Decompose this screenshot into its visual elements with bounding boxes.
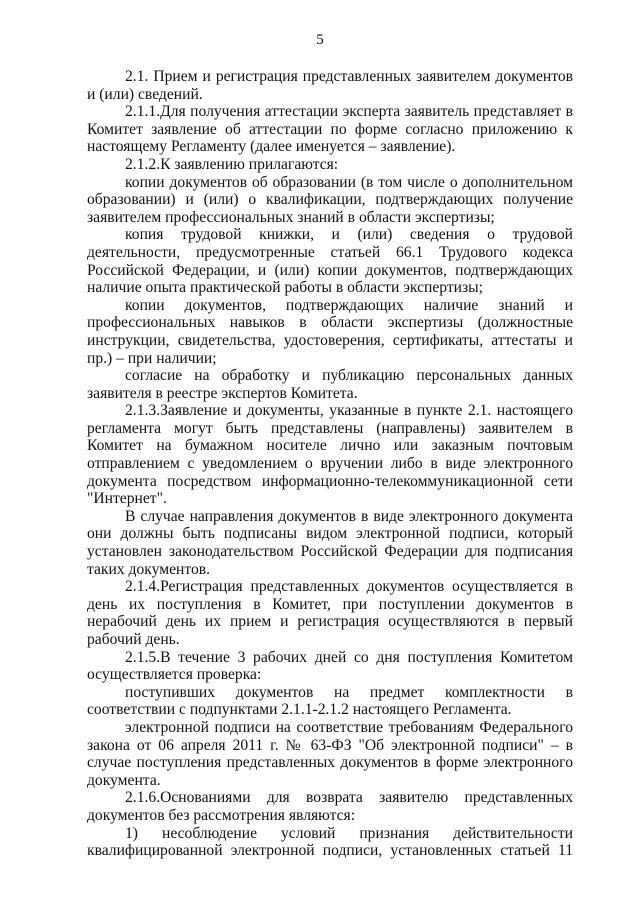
list-item-signature-check: электронной подписи на соответствие требованиям Федерального закона от 06 апреля 2011 г. № 63-ФЗ "Об электронной подписи" – в случае поступления представленных документов в форме электронного документа. (87, 718, 573, 789)
list-item-education-copies: копии документов об образовании (в том числе о дополнительном образовании) и (или) о квалификации, подтверждающих получение заявителем профессиональных знаний в области экспертизы; (87, 173, 573, 226)
page-number: 5 (316, 32, 324, 48)
paragraph-2-1-6: 2.1.6.Основаниями для возврата заявителю представленных документов без рассмотрения являются: (87, 789, 573, 824)
paragraph-2-1-3: 2.1.3.Заявление и документы, указанные в пункте 2.1. настоящего регламента могут быть представлены (направлены) заявителем в Комитет на бумажном носителе лично или заказным почтовым отправлением с уведомлением о вручении либо в виде электронного документа посредством информационно-телекоммуникационной сети "Интернет". (87, 402, 573, 508)
list-item-skills-documents: копии документов, подтверждающих наличие знаний и профессиональных навыков в области экспертизы (должностные инструкции, свидетельства, удостоверения, сертификаты, аттестаты и пр.) – при наличии; (87, 296, 573, 367)
paragraph-2-1-2: 2.1.2.К заявлению прилагаются: (125, 155, 339, 173)
paragraph-2-1: 2.1. Прием и регистрация представленных заявителем документов и (или) сведений. (87, 68, 573, 103)
list-item-1-noncompliance: 1) несоблюдение условий признания действительности квалифицированной электронной подписи, установленных статьей 11 (87, 824, 573, 860)
body-text (87, 68, 573, 860)
list-item-consent: согласие на обработку и публикацию персональных данных заявителя в реестре экспертов Комитета. (87, 367, 573, 402)
paragraph-2-1-5: 2.1.5.В течение 3 рабочих дней со дня поступления Комитетом осуществляется проверка: (87, 648, 573, 684)
list-item-work-record: копия трудовой книжки, и (или) сведения о трудовой деятельности, предусмотренные статьей 66.1 Трудового кодекса Российской Федерации, и (или) копии документов, подтверждающих наличие опыта практической работы в области экспертизы; (87, 226, 573, 297)
paragraph-2-1-4: 2.1.4.Регистрация представленных документов осуществляется в день их поступления в Комитет, при поступлении документов в нерабочий день их прием и регистрация осуществляются в первый рабочий день. (87, 578, 573, 648)
paragraph-electronic-signature: В случае направления документов в виде электронного документа они должны быть подписаны видом электронной подписи, который установлен законодательством Российской Федерации для подписания таких документов. (87, 507, 573, 578)
list-item-completeness-check: поступивших документов на предмет комплектности в соответствии с подпунктами 2.1.1-2.1.2 настоящего Регламента. (87, 683, 573, 719)
paragraph-2-1-1: 2.1.1.Для получения аттестации эксперта заявитель представляет в Комитет заявление об аттестации по форме согласно приложению к настоящему Регламенту (далее именуется – заявление). (87, 103, 573, 156)
